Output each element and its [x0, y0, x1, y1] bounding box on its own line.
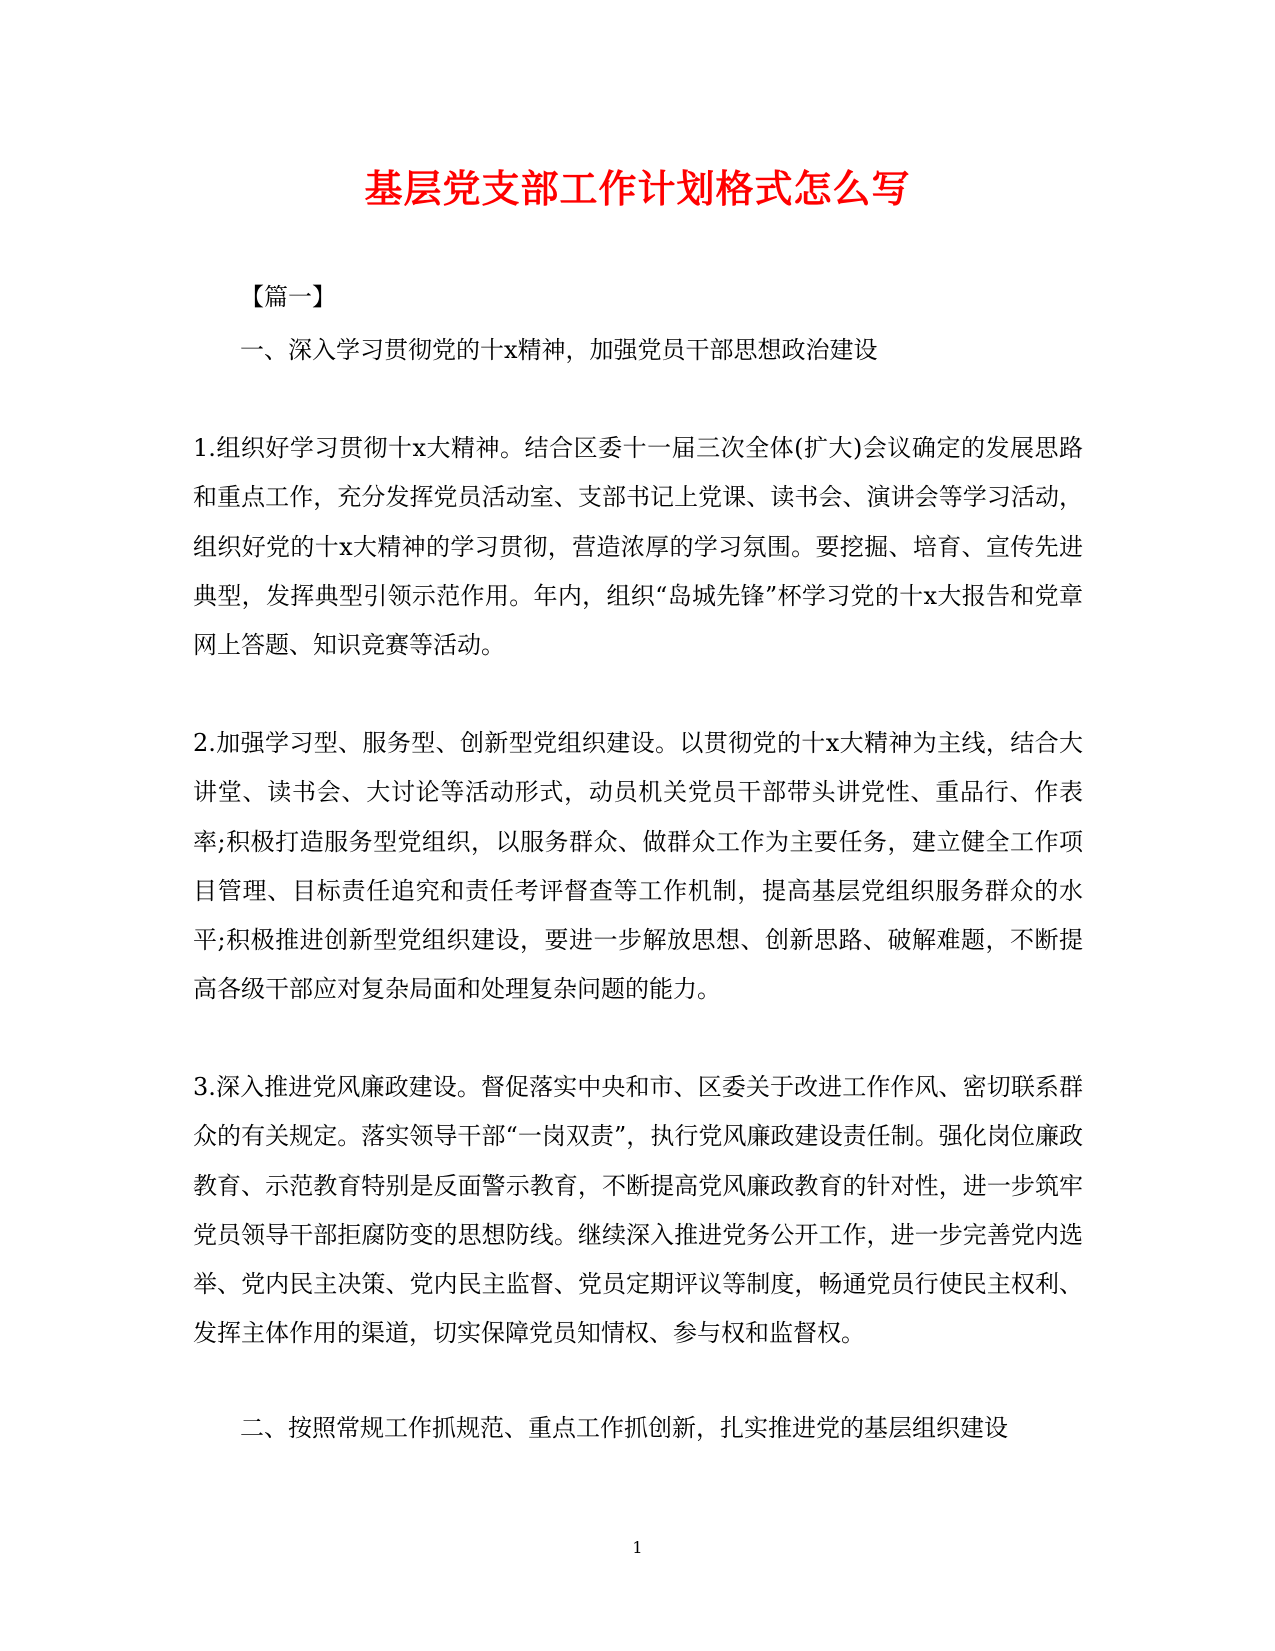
section-heading-2: 二、按照常规工作抓规范、重点工作抓创新，扎实推进党的基层组织建设: [240, 1414, 1008, 1442]
paragraph-3: 3.深入推进党风廉政建设。督促落实中央和市、区委关于改进工作作风、密切联系群众的有关规定。落实领导干部“一岗双责”，执行党风廉政建设责任制。强化岗位廉政教育、示范教育特别是反面警示教育，不断提高党风廉政教育的针对性，进一步筑牢党员领导干部拒腐防变的思想防线。继续深入推进党务公开工作，进一步完善党内选举、党内民主决策、党内民主监督、党员定期评议等制度，畅通党员行使民主权利、发挥主体作用的渠道，切实保障党员知情权、参与权和监督权。: [193, 1073, 1083, 1348]
section-heading-1: 一、深入学习贯彻党的十x精神，加强党员干部思想政治建设: [240, 336, 878, 364]
paragraph-2: 2.加强学习型、服务型、创新型党组织建设。以贯彻党的十x大精神为主线，结合大讲堂、读书会、大讨论等活动形式，动员机关党员干部带头讲党性、重品行、作表率;积极打造服务型党组织，以服务群众、做群众工作为主要任务，建立健全工作项目管理、目标责任追究和责任考评督查等工作机制，提高基层党组织服务群众的水平;积极推进创新型党组织建设，要进一步解放思想、创新思路、破解难题，不断提高各级干部应对复杂局面和处理复杂问题的能力。: [193, 729, 1083, 1004]
section-label: 【篇一】: [240, 283, 336, 311]
document-title: 基层党支部工作计划格式怎么写: [364, 166, 911, 211]
page-number: 1: [632, 1538, 643, 1557]
paragraph-1: 1.组织好学习贯彻十x大精神。结合区委十一届三次全体(扩大)会议确定的发展思路和重点工作，充分发挥党员活动室、支部书记上党课、读书会、演讲会等学习活动，组织好党的十x大精神的学习贯彻，营造浓厚的学习氛围。要挖掘、培育、宣传先进典型，发挥典型引领示范作用。年内，组织“岛城先锋”杯学习党的十x大报告和党章网上答题、知识竞赛等活动。: [193, 434, 1083, 660]
